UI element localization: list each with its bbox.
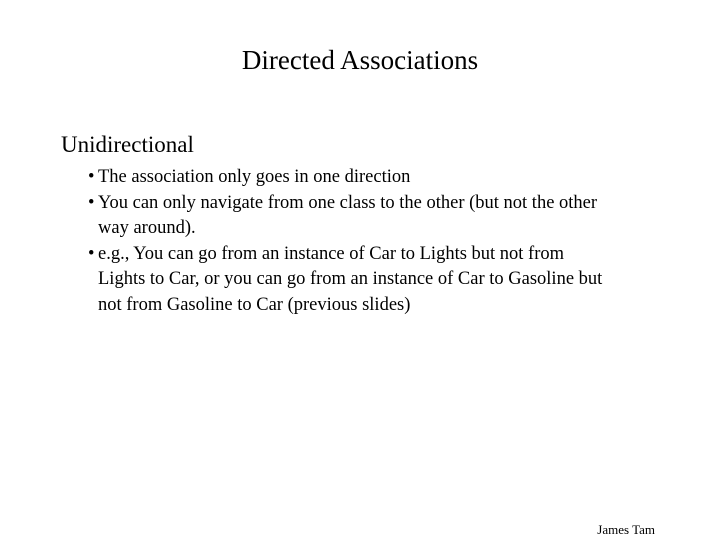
- bullet-text-continuation: Lights to Car, or you can go from an instance of Car to Gasoline but: [98, 269, 603, 289]
- bullet-text: e.g., You can go from an instance of Car to Lights but not from: [98, 243, 565, 264]
- bullet-list: [88, 165, 668, 318]
- section-heading: Unidirectional: [61, 132, 194, 157]
- bullet-text: You can only navigate from one class to the other (but not the other: [98, 192, 598, 213]
- bullet-line: [88, 191, 668, 217]
- bullet-item: [88, 242, 668, 319]
- footer-author: James Tam: [597, 522, 655, 537]
- slide-title: Directed Associations: [241, 45, 479, 75]
- bullet-text-continuation: way around).: [98, 218, 196, 238]
- bullet-item: [88, 165, 668, 191]
- bullet-icon: •: [88, 243, 95, 264]
- bullet-icon: •: [88, 192, 95, 213]
- bullet-text-continuation: not from Gasoline to Car (previous slides): [98, 294, 411, 315]
- bullet-text: The association only goes in one direction: [98, 167, 411, 187]
- bullet-line: [88, 242, 668, 268]
- bullet-item: [88, 191, 668, 242]
- bullet-icon: •: [88, 167, 95, 187]
- bullet-line: [88, 165, 668, 191]
